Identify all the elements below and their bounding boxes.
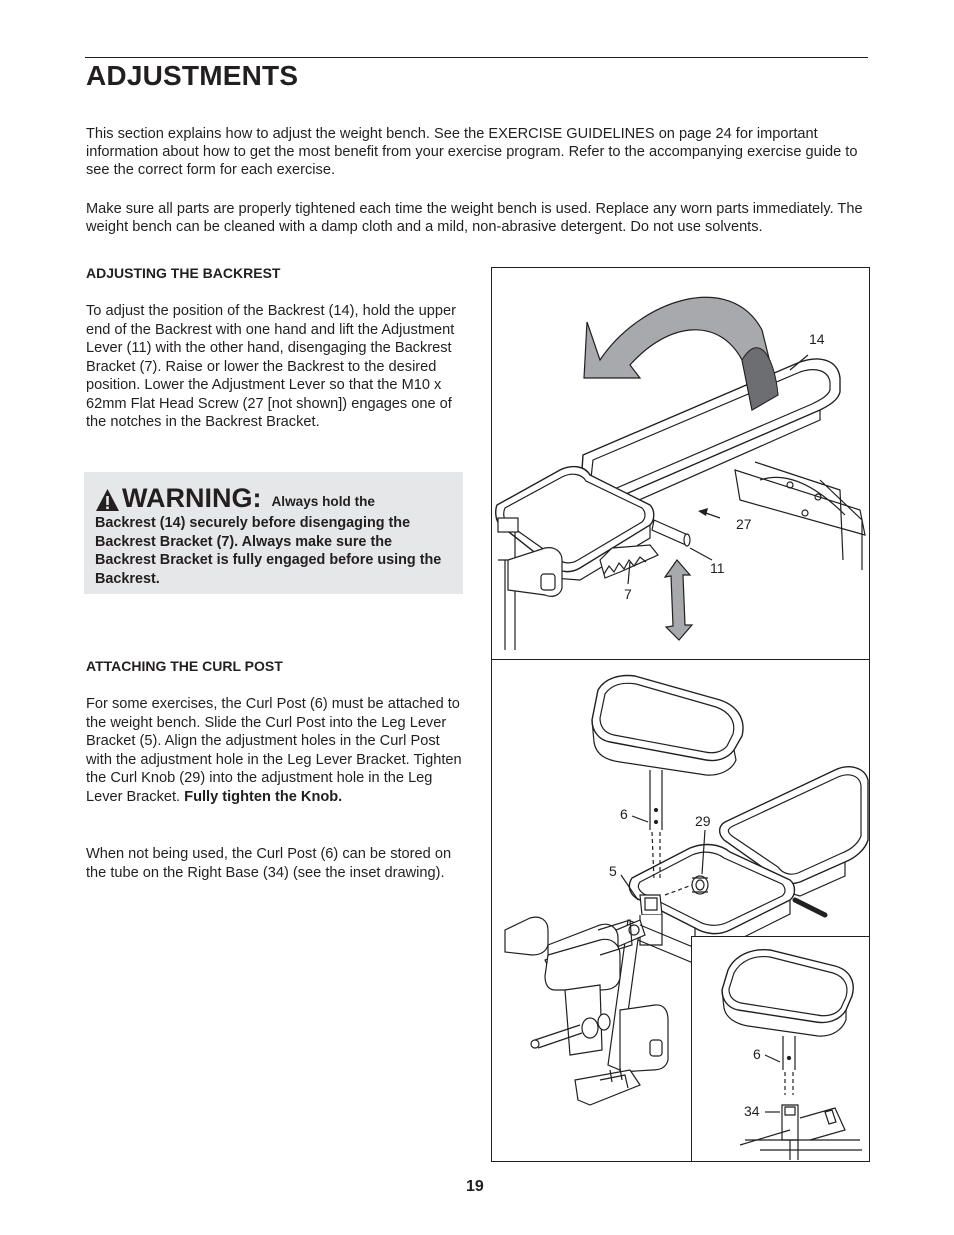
warning-first-line: Always hold the (271, 494, 375, 509)
callout-6: 6 (620, 806, 628, 822)
intro-paragraph-2: Make sure all parts are properly tightened each time the weight bench is used. Replace any worn parts immediately. The weight bench can be cleaned with a damp cloth and a mild, non-abrasive detergent. Do not use solvents. (86, 201, 863, 236)
callout-29: 29 (695, 813, 711, 829)
page-number: 19 (466, 1178, 484, 1195)
curl-post-heading: ATTACHING THE CURL POST (86, 658, 283, 674)
inset-callout-6: 6 (753, 1046, 761, 1062)
backrest-instructions: To adjust the position of the Backrest (14), hold the upper end of the Backrest with one hand and lift the Adjustment Lever (11) with the other hand, disengaging the Backrest Bracket (7). Raise or lower the Backrest to the desired position. Lower the Adjustment Lever so that the M10 x 62mm Flat Head Screw (27 [not shown]) engages one of the notches in the Backrest Bracket. (86, 303, 456, 430)
callout-11: 11 (710, 560, 725, 576)
callout-14: 14 (809, 331, 825, 347)
callout-5: 5 (609, 863, 617, 879)
callout-7: 7 (624, 586, 632, 602)
callout-27: 27 (736, 516, 752, 532)
page-title: ADJUSTMENTS (86, 60, 299, 91)
curl-post-body: For some exercises, the Curl Post (6) must be attached to the weight bench. Slide the Curl Post into the Leg Lever Bracket (5). Align the adjustment holes in the Curl Post with the adjustment hole in the Leg Lever Bracket. Tighten the Curl Knob (29) into the adjustment hole in the Leg Lever Bracket. (86, 696, 462, 805)
curl-post-storage-note: When not being used, the Curl Post (6) can be stored on the tube on the Right Base (34) (see the inset drawing). (86, 846, 452, 881)
curl-post-emphasis: Fully tighten the Knob. (184, 788, 343, 805)
inset-callout-34: 34 (744, 1103, 760, 1119)
warning-label: WARNING: (122, 483, 262, 513)
intro-paragraph-1: This section explains how to adjust the weight bench. See the EXERCISE GUIDELINES on page 24 for important information about how to get the most benefit from your exercise program. Refer to the accompanying exercise guide to see the correct form for each exercise. (86, 126, 858, 179)
backrest-heading: ADJUSTING THE BACKREST (86, 265, 281, 281)
warning-text: Backrest (14) securely before disengaging the Backrest Bracket (7). Always make sure the Backrest Bracket is fully engaged before using the Backrest. (95, 515, 442, 587)
